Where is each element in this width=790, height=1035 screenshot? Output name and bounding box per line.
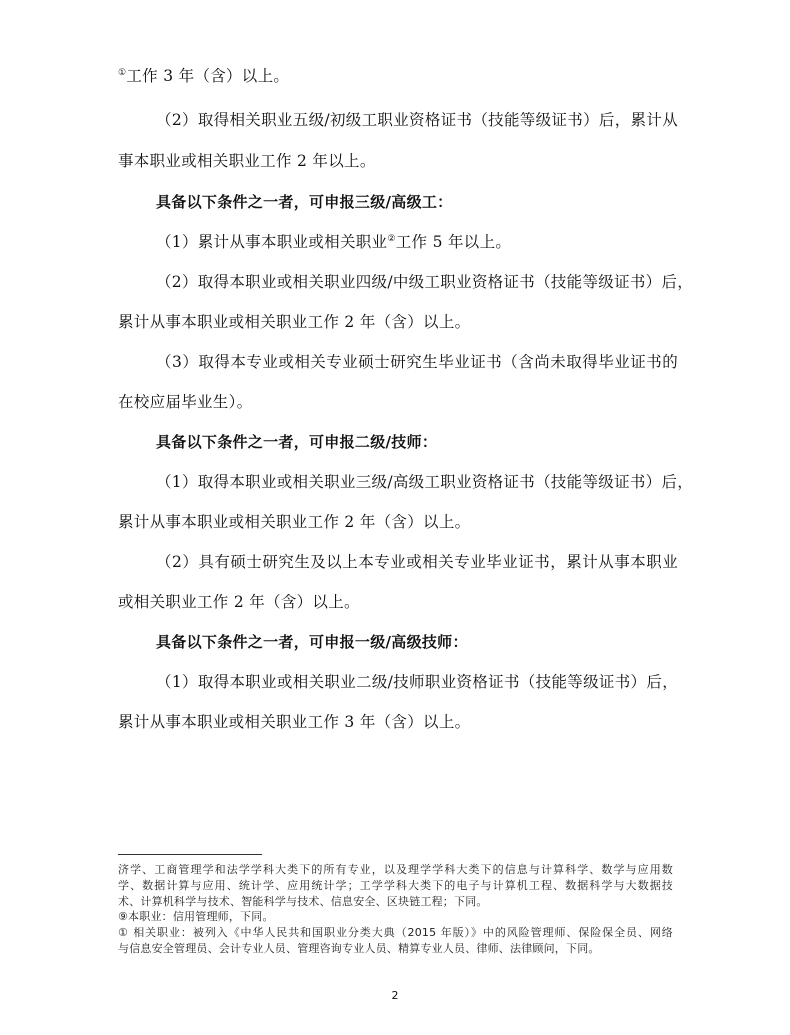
line-text: （1）累计从事本职业或相关职业 [156, 233, 388, 251]
section-heading: 具备以下条件之一者，可申报二级/技师： [156, 433, 438, 451]
paragraph-line [118, 66, 678, 86]
paragraph-line [156, 232, 678, 252]
paragraph-line: （3）取得本专业或相关专业硕士研究生毕业证书（含尚未取得毕业证书的 [156, 353, 678, 371]
footnote-line: 术、计算机科学与技术、智能科学与技术、信息安全、区块链工程；下同。 [118, 895, 488, 908]
paragraph-line: （2）取得本职业或相关职业四级/中级工职业资格证书（技能等级证书）后， [156, 273, 694, 291]
paragraph-line: 在校应届毕业生）。 [118, 393, 253, 411]
footnote-line: ⑨本职业：信用管理师，下同。 [118, 910, 274, 923]
line-text: 工作 3 年（含）以上。 [126, 67, 290, 85]
footnote-marker: ① [118, 67, 127, 78]
paragraph-line: （2）具有硕士研究生及以上本专业或相关专业毕业证书，累计从事本职业 [156, 553, 678, 571]
footnote-line: 学、数据计算与应用、统计学、应用统计学；工学学科大类下的电子与计算机工程、数据科学与大数据技 [118, 879, 673, 892]
paragraph-line: 累计从事本职业或相关职业工作 3 年（含）以上。 [118, 713, 471, 731]
page-number: 2 [391, 989, 399, 1002]
section-heading: 具备以下条件之一者，可申报三级/高级工： [156, 193, 453, 211]
footnote-line: ① 相关职业：被列入《中华人民共和国职业分类大典（2015 年版）》中的风险管理师、保险保全员、网络 [118, 926, 673, 939]
paragraph-line: （1）取得本职业或相关职业三级/高级工职业资格证书（技能等级证书）后， [156, 473, 694, 491]
paragraph-line: 或相关职业工作 2 年（含）以上。 [118, 593, 360, 611]
footnote-line: 与信息安全管理员、会计专业人员、管理咨询专业人员、精算专业人员、律师、法律顾问，下同。 [118, 942, 600, 955]
paragraph-line: （1）取得本职业或相关职业二级/技师职业资格证书（技能等级证书）后， [156, 673, 678, 691]
section-heading: 具备以下条件之一者，可申报一级/高级技师： [156, 633, 468, 651]
footnote-marker: ② [387, 233, 396, 244]
footnote-line: 济学、工商管理学和法学学科大类下的所有专业，以及理学学科大类下的信息与计算科学、数学与应用数 [118, 863, 673, 876]
paragraph-line: 事本职业或相关职业工作 2 年以上。 [118, 152, 376, 170]
paragraph-line: 累计从事本职业或相关职业工作 2 年（含）以上。 [118, 313, 471, 331]
paragraph-line: 累计从事本职业或相关职业工作 2 年（含）以上。 [118, 513, 471, 531]
line-text: 工作 5 年以上。 [395, 233, 512, 251]
paragraph-line: （2）取得相关职业五级/初级工职业资格证书（技能等级证书）后，累计从 [156, 111, 678, 129]
footnote-separator [118, 854, 262, 855]
